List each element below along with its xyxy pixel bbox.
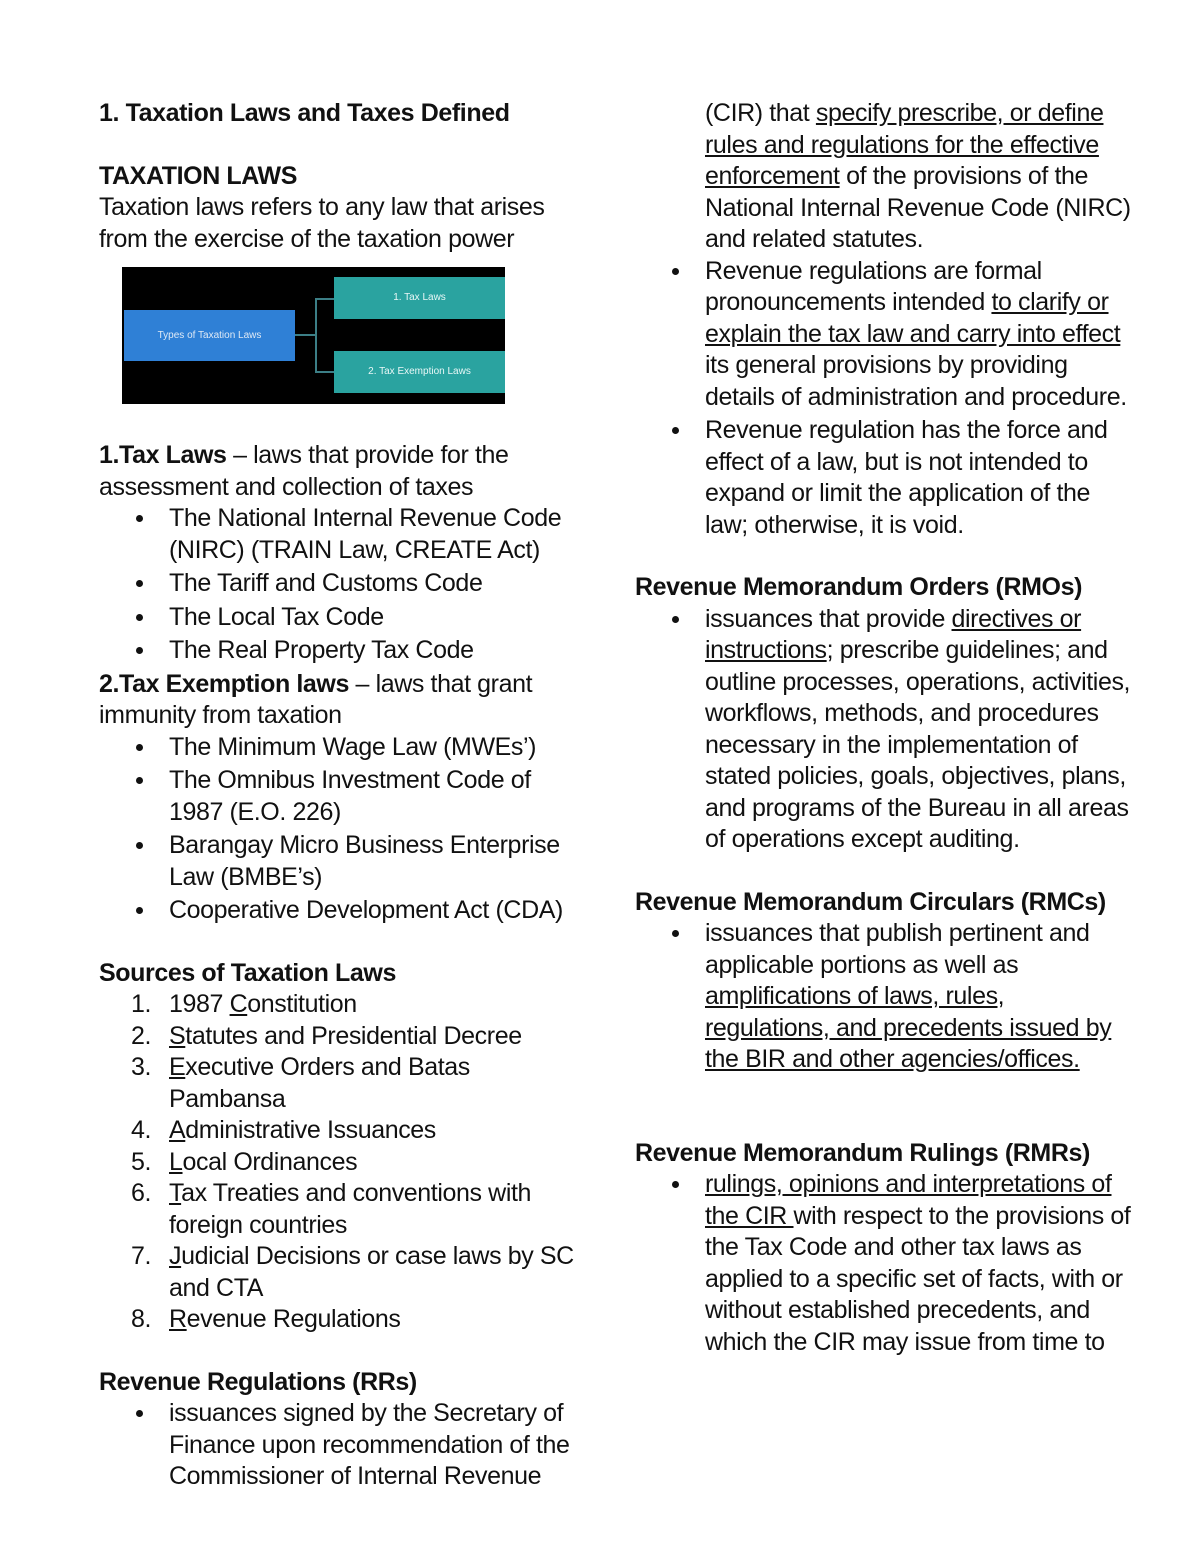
list-item: The Omnibus Investment Code of 1987 (E.O. 226) <box>169 765 579 828</box>
intro-line-2: from the exercise of the taxation power <box>99 224 515 253</box>
list-item: The Minimum Wage Law (MWEs’) <box>169 732 579 764</box>
text-run: of the provisions of the National Internal Revenue Code (NIRC) and related statutes. <box>705 162 1131 253</box>
underlined-text: rulings, opinions and interpretations of the CIR <box>705 1170 1112 1230</box>
list-item <box>131 1304 579 1336</box>
list-item <box>705 256 1135 414</box>
underlined-text: amplifications of laws, rules, regulations, and precedents issued by the BIR and other agencies/offices. <box>705 982 1112 1073</box>
underlined-text: directives or instructions <box>705 604 1082 664</box>
text-run: (CIR) that <box>705 99 816 127</box>
tax-exemption-term: 2.Tax Exemption laws <box>99 669 349 698</box>
text-run: its general provisions by providing details of administration and procedure. <box>705 351 1127 411</box>
list-item <box>131 1178 579 1241</box>
text-run: issuances that provide <box>705 604 952 633</box>
left-column <box>99 98 579 1495</box>
sources-heading: Sources of Taxation Laws <box>99 958 396 987</box>
text-run: with respect to the provisions of the Tax Code and other tax laws as applied to a specific set of facts, with or without established precedents, and which the CIR may issue from time to <box>705 1201 1131 1356</box>
list-item: Barangay Micro Business Enterprise Law (BMBE’s) <box>169 830 579 893</box>
rmo-heading: Revenue Memorandum Orders (RMOs) <box>635 573 1083 601</box>
taxation-laws-heading: TAXATION LAWS <box>99 161 298 190</box>
list-item: Revenue regulation has the force and effect of a law, but is not intended to expand or limit the application of the law; otherwise, it is void. <box>705 415 1135 541</box>
list-text: 1987 <box>169 990 230 1018</box>
list-initial: L <box>169 1147 183 1176</box>
list-item <box>705 1169 1135 1358</box>
rr-heading: Revenue Regulations (RRs) <box>99 1367 417 1396</box>
list-text: ax Treaties and conventions with foreign countries <box>169 1179 532 1239</box>
list-item: Cooperative Development Act (CDA) <box>169 895 579 927</box>
rmo-list <box>635 604 1135 856</box>
list-initial: E <box>169 1053 186 1081</box>
intro-line-1: Taxation laws refers to any law that arises <box>99 193 545 221</box>
rr-list-continued <box>635 256 1135 542</box>
list-initial: R <box>169 1305 187 1333</box>
list-text: xecutive Orders and Batas Pambansa <box>169 1053 470 1113</box>
list-item <box>131 1115 579 1147</box>
list-item: The Local Tax Code <box>169 602 579 634</box>
tax-exemption-list <box>99 732 579 927</box>
list-item <box>131 1052 579 1115</box>
list-item <box>705 918 1135 1076</box>
diagram-connector <box>315 371 334 373</box>
list-number: 2. <box>131 1021 152 1050</box>
tax-exemption-def-text: – laws that grant immunity from taxation <box>99 669 533 729</box>
list-number: 7. <box>131 1242 152 1270</box>
rmc-list <box>635 918 1135 1076</box>
rr-continued-text <box>635 98 1135 256</box>
rmr-heading: Revenue Memorandum Rulings (RMRs) <box>635 1138 1090 1167</box>
list-initial: S <box>169 1021 186 1050</box>
list-text: evenue Regulations <box>186 1305 401 1333</box>
list-initial: T <box>169 1179 182 1207</box>
list-text: onstitution <box>247 990 357 1018</box>
diagram-connector <box>315 298 334 300</box>
diagram-tax-exemption-box: 2. Tax Exemption Laws <box>334 351 505 393</box>
list-text: tatutes and Presidential Decree <box>185 1021 522 1050</box>
list-initial: C <box>229 990 248 1018</box>
list-number: 6. <box>131 1179 152 1207</box>
list-number: 5. <box>131 1147 152 1176</box>
list-item <box>131 989 579 1021</box>
text-run: Revenue regulations are formal pronouncements intended <box>705 256 1042 316</box>
rmr-list <box>635 1169 1135 1358</box>
list-item <box>131 1241 579 1304</box>
list-number: 8. <box>131 1305 152 1333</box>
list-text: ocal Ordinances <box>182 1147 358 1176</box>
list-initial: A <box>169 1116 186 1144</box>
list-item: issuances signed by the Secretary of Finance upon recommendation of the Commissioner of Internal Revenue <box>169 1398 579 1493</box>
diagram-connector <box>315 298 317 373</box>
list-number: 3. <box>131 1053 152 1081</box>
list-item <box>131 1021 579 1053</box>
underlined-text: specify prescribe, or define rules and regulations for the effective enforcement <box>705 99 1104 190</box>
rmc-heading: Revenue Memorandum Circulars (RMCs) <box>635 887 1106 916</box>
text-run: ; prescribe guidelines; and outline processes, operations, activities, workflows, methods, and procedures necessary in the implementation of stated policies, goals, objectives, plans, and programs of the Bureau in all areas of operations except auditing. <box>705 636 1131 853</box>
diagram-tax-laws-box: 1. Tax Laws <box>334 277 505 319</box>
list-number: 4. <box>131 1116 152 1144</box>
rr-list <box>99 1398 579 1493</box>
sources-list <box>99 989 579 1336</box>
diagram-root-box: Types of Taxation Laws <box>124 310 295 361</box>
list-item: The Tariff and Customs Code <box>169 568 579 600</box>
text-run: issuances that publish pertinent and applicable portions as well as <box>705 919 1090 979</box>
tax-laws-definition <box>99 440 579 503</box>
list-text: udicial Decisions or case laws by SC and CTA <box>169 1242 574 1302</box>
taxation-laws-diagram <box>122 267 505 404</box>
tax-laws-list <box>99 503 579 667</box>
tax-laws-term: 1.Tax Laws <box>99 441 227 469</box>
tax-exemption-definition <box>99 669 579 732</box>
diagram-connector <box>295 334 315 336</box>
list-item <box>131 1147 579 1179</box>
tax-laws-def-text: – laws that provide for the assessment and collection of taxes <box>99 441 509 501</box>
list-initial: J <box>169 1242 182 1270</box>
list-item: The Real Property Tax Code <box>169 635 579 667</box>
list-item <box>705 604 1135 856</box>
main-heading: 1. Taxation Laws and Taxes Defined <box>99 99 510 127</box>
list-number: 1. <box>131 990 152 1018</box>
right-column <box>635 98 1135 1360</box>
list-text: dministrative Issuances <box>185 1116 436 1144</box>
list-item: The National Internal Revenue Code (NIRC) (TRAIN Law, CREATE Act) <box>169 503 579 566</box>
underlined-text: to clarify or explain the tax law and carry into effect <box>705 288 1121 348</box>
